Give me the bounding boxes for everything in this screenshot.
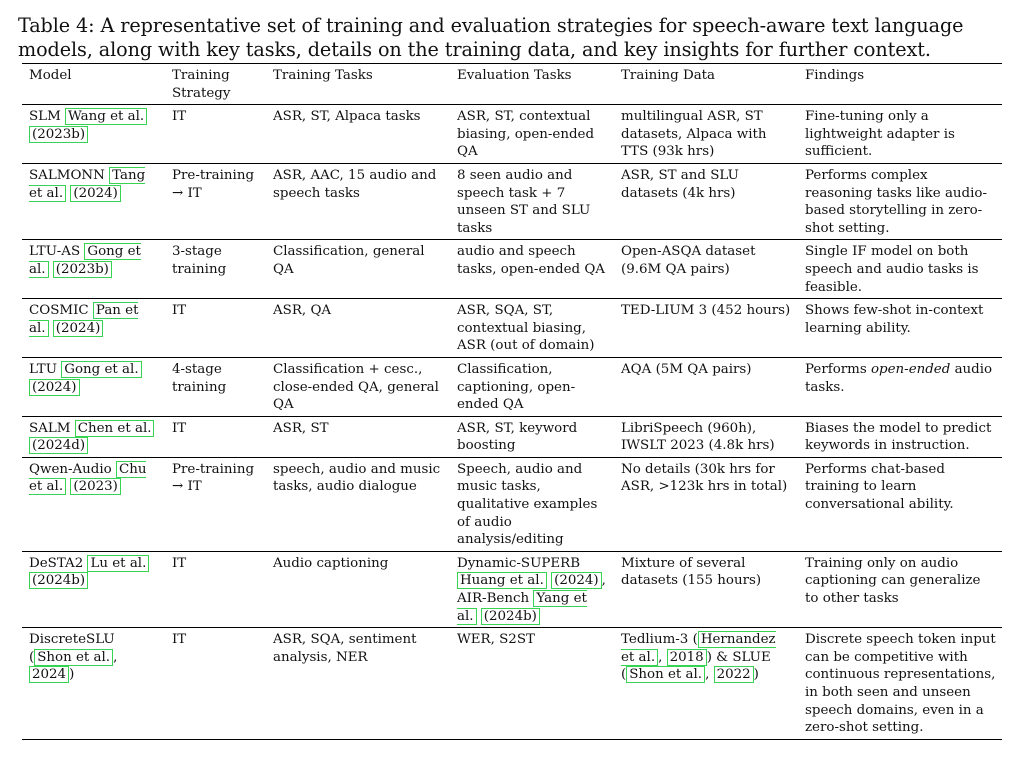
cell-model: SALMONN Tang et al. (2024) <box>29 167 146 201</box>
citation-link[interactable]: Huang et al. <box>457 572 547 589</box>
cell-training-data: TED-LIUM 3 (452 hours) <box>621 303 791 319</box>
cell-training-strategy: IT <box>172 109 187 125</box>
cell-findings: Performs complex reasoning tasks like audio-based storytelling in zero-shot setting. <box>805 167 987 236</box>
cell-training-tasks: ASR, QA <box>273 303 332 319</box>
table-row <box>22 105 1002 164</box>
cell-training-data: Mixture of several datasets (155 hours) <box>621 555 762 589</box>
citation-link[interactable]: Shon et al. <box>34 649 113 666</box>
cell-training-tasks: Classification + cesc., close-ended QA, general QA <box>273 361 439 413</box>
table-caption: Table 4: A representative set of training and evaluation strategies for speech-aware text language models, along with key tasks, details on the training data, and key insights for further context. <box>18 14 964 61</box>
cell-training-strategy: IT <box>172 303 187 319</box>
header-training-data: Training Data <box>621 68 716 83</box>
cell-evaluation-tasks: 8 seen audio and speech task + 7 unseen ST and SLU tasks <box>457 167 591 236</box>
cell-training-strategy: Pre-training → IT <box>172 461 255 495</box>
cell-training-data: multilingual ASR, ST datasets, Alpaca with TTS (93k hrs) <box>621 109 767 160</box>
cell-model: LTU-AS Gong et al. (2023b) <box>29 244 141 277</box>
cell-evaluation-tasks: ASR, ST, keyword boosting <box>457 420 578 454</box>
header-training-strategy: Training Strategy <box>172 68 231 101</box>
header-row <box>22 64 1002 105</box>
citation-link[interactable]: (2024) <box>551 572 602 589</box>
table-row <box>22 416 1002 457</box>
citation-link[interactable]: Hernandez et al. <box>621 632 776 665</box>
cell-training-data: LibriSpeech (960h), IWSLT 2023 (4.8k hrs) <box>621 420 775 454</box>
cell-model: Qwen-Audio Chu et al. (2023) <box>29 461 147 495</box>
citation-link[interactable]: Chen et al. <box>75 420 155 437</box>
cell-findings: Performs open-ended audio tasks. <box>805 361 993 395</box>
header-training-tasks: Training Tasks <box>273 68 373 83</box>
cell-model: DiscreteSLU ( Shon et al. , 2024 ) <box>29 632 118 683</box>
cell-findings: Biases the model to predict keywords in instruction. <box>805 420 992 454</box>
citation-link[interactable]: Chu et al. <box>29 461 147 495</box>
table-body <box>22 105 1002 740</box>
header-findings: Findings <box>805 68 865 83</box>
citation-link[interactable]: (2024) <box>70 185 121 202</box>
cell-findings: Shows few-shot in-context learning ability. <box>805 303 984 336</box>
citation-link[interactable]: (2024) <box>53 320 104 337</box>
cell-model: DeSTA2 Lu et al. (2024b) <box>22 551 165 627</box>
cell-training-tasks: ASR, ST <box>273 420 329 436</box>
table-row <box>22 299 1002 358</box>
cell-training-strategy: 3-stage training <box>172 244 227 277</box>
cell-findings: Discrete speech token input can be competitive with continuous representations, in both seen and unseen speech domains, even in a zero-shot setting. <box>805 632 996 736</box>
cell-evaluation-tasks: audio and speech tasks, open-ended QA <box>457 244 605 277</box>
table-row <box>22 628 1002 740</box>
cell-training-tasks: Classification, general QA <box>273 244 425 277</box>
citation-link[interactable]: 2018 <box>667 649 707 666</box>
cell-training-data: Open-ASQA dataset (9.6M QA pairs) <box>621 244 756 277</box>
citation-link[interactable]: (2024d) <box>29 437 88 454</box>
table-row <box>22 357 1002 416</box>
citation-link[interactable]: Shon et al. <box>626 666 705 683</box>
cell-training-data: Tedlium-3 ( Hernandez et al. , 2018 ) & SLUE ( Shon et al. , 2022 ) <box>621 632 776 683</box>
citation-link[interactable]: (2024) <box>29 379 80 396</box>
cell-training-tasks: Audio captioning <box>273 555 389 571</box>
table-row <box>22 240 1002 299</box>
citation-link[interactable]: (2024b) <box>29 572 88 589</box>
cell-evaluation-tasks: ASR, ST, contextual biasing, open-ended QA <box>457 109 595 160</box>
cell-model: COSMIC Pan et al. (2024) <box>29 303 139 336</box>
cell-findings: Fine-tuning only a lightweight adapter is sufficient. <box>805 109 955 160</box>
cell-training-tasks: ASR, ST, Alpaca tasks <box>273 109 421 125</box>
cell-evaluation-tasks: Dynamic-SUPERB Huang et al. (2024) , AIR-Bench Yang et al. (2024b) <box>457 555 606 624</box>
header-evaluation-tasks: Evaluation Tasks <box>457 68 572 83</box>
cell-model: SLM Wang et al. (2023b) <box>22 105 165 164</box>
citation-link[interactable]: Yang et al. <box>457 591 587 624</box>
strategies-table <box>22 63 1002 740</box>
citation-link[interactable]: 2024 <box>29 666 69 683</box>
citation-link[interactable]: 2022 <box>714 666 754 683</box>
citation-link[interactable]: Gong et al. <box>61 361 141 378</box>
cell-findings: Single IF model on both speech and audio tasks is feasible. <box>805 244 979 295</box>
table-row <box>22 551 1002 627</box>
table-row <box>22 163 1002 239</box>
cell-training-strategy: Pre-training → IT <box>172 167 255 201</box>
cell-training-tasks: speech, audio and music tasks, audio dialogue <box>273 461 441 495</box>
cell-findings: Training only on audio captioning can generalize to other tasks <box>805 555 981 607</box>
cell-evaluation-tasks: Speech, audio and music tasks, qualitative examples of audio analysis/editing <box>457 461 598 548</box>
cell-training-data: AQA (5M QA pairs) <box>621 361 752 377</box>
cell-evaluation-tasks: WER, S2ST <box>457 632 535 648</box>
cell-training-strategy: 4-stage training <box>172 361 227 395</box>
citation-link[interactable]: Pan et al. <box>29 303 139 336</box>
citation-link[interactable]: Gong et al. <box>29 244 141 277</box>
cell-training-strategy: IT <box>172 632 187 648</box>
cell-training-tasks: ASR, AAC, 15 audio and speech tasks <box>273 167 437 201</box>
citation-link[interactable]: Tang et al. <box>29 167 146 201</box>
cell-training-data: No details (30k hrs for ASR, >123k hrs in total) <box>621 461 788 495</box>
cell-training-tasks: ASR, SQA, sentiment analysis, NER <box>273 632 417 665</box>
citation-link[interactable]: (2023) <box>70 478 121 495</box>
table-row <box>22 457 1002 551</box>
citation-link[interactable]: (2023b) <box>29 126 88 143</box>
cell-training-strategy: IT <box>172 420 187 436</box>
cell-model: LTU Gong et al. (2024) <box>22 357 165 416</box>
cell-findings: Performs chat-based training to learn conversational ability. <box>805 461 954 513</box>
emphasis-text: open-ended <box>870 361 951 377</box>
citation-link[interactable]: Lu et al. <box>87 555 149 572</box>
cell-training-data: ASR, ST and SLU datasets (4k hrs) <box>621 167 739 201</box>
cell-training-strategy: IT <box>172 555 187 571</box>
cell-model: SALM Chen et al. (2024d) <box>22 416 165 457</box>
cell-evaluation-tasks: Classification, captioning, open-ended QA <box>457 361 576 413</box>
citation-link[interactable]: (2024b) <box>481 608 540 625</box>
citation-link[interactable]: Wang et al. <box>65 108 147 125</box>
header-model: Model <box>29 68 72 83</box>
cell-evaluation-tasks: ASR, SQA, ST, contextual biasing, ASR (out of domain) <box>457 303 595 354</box>
citation-link[interactable]: (2023b) <box>53 261 112 278</box>
